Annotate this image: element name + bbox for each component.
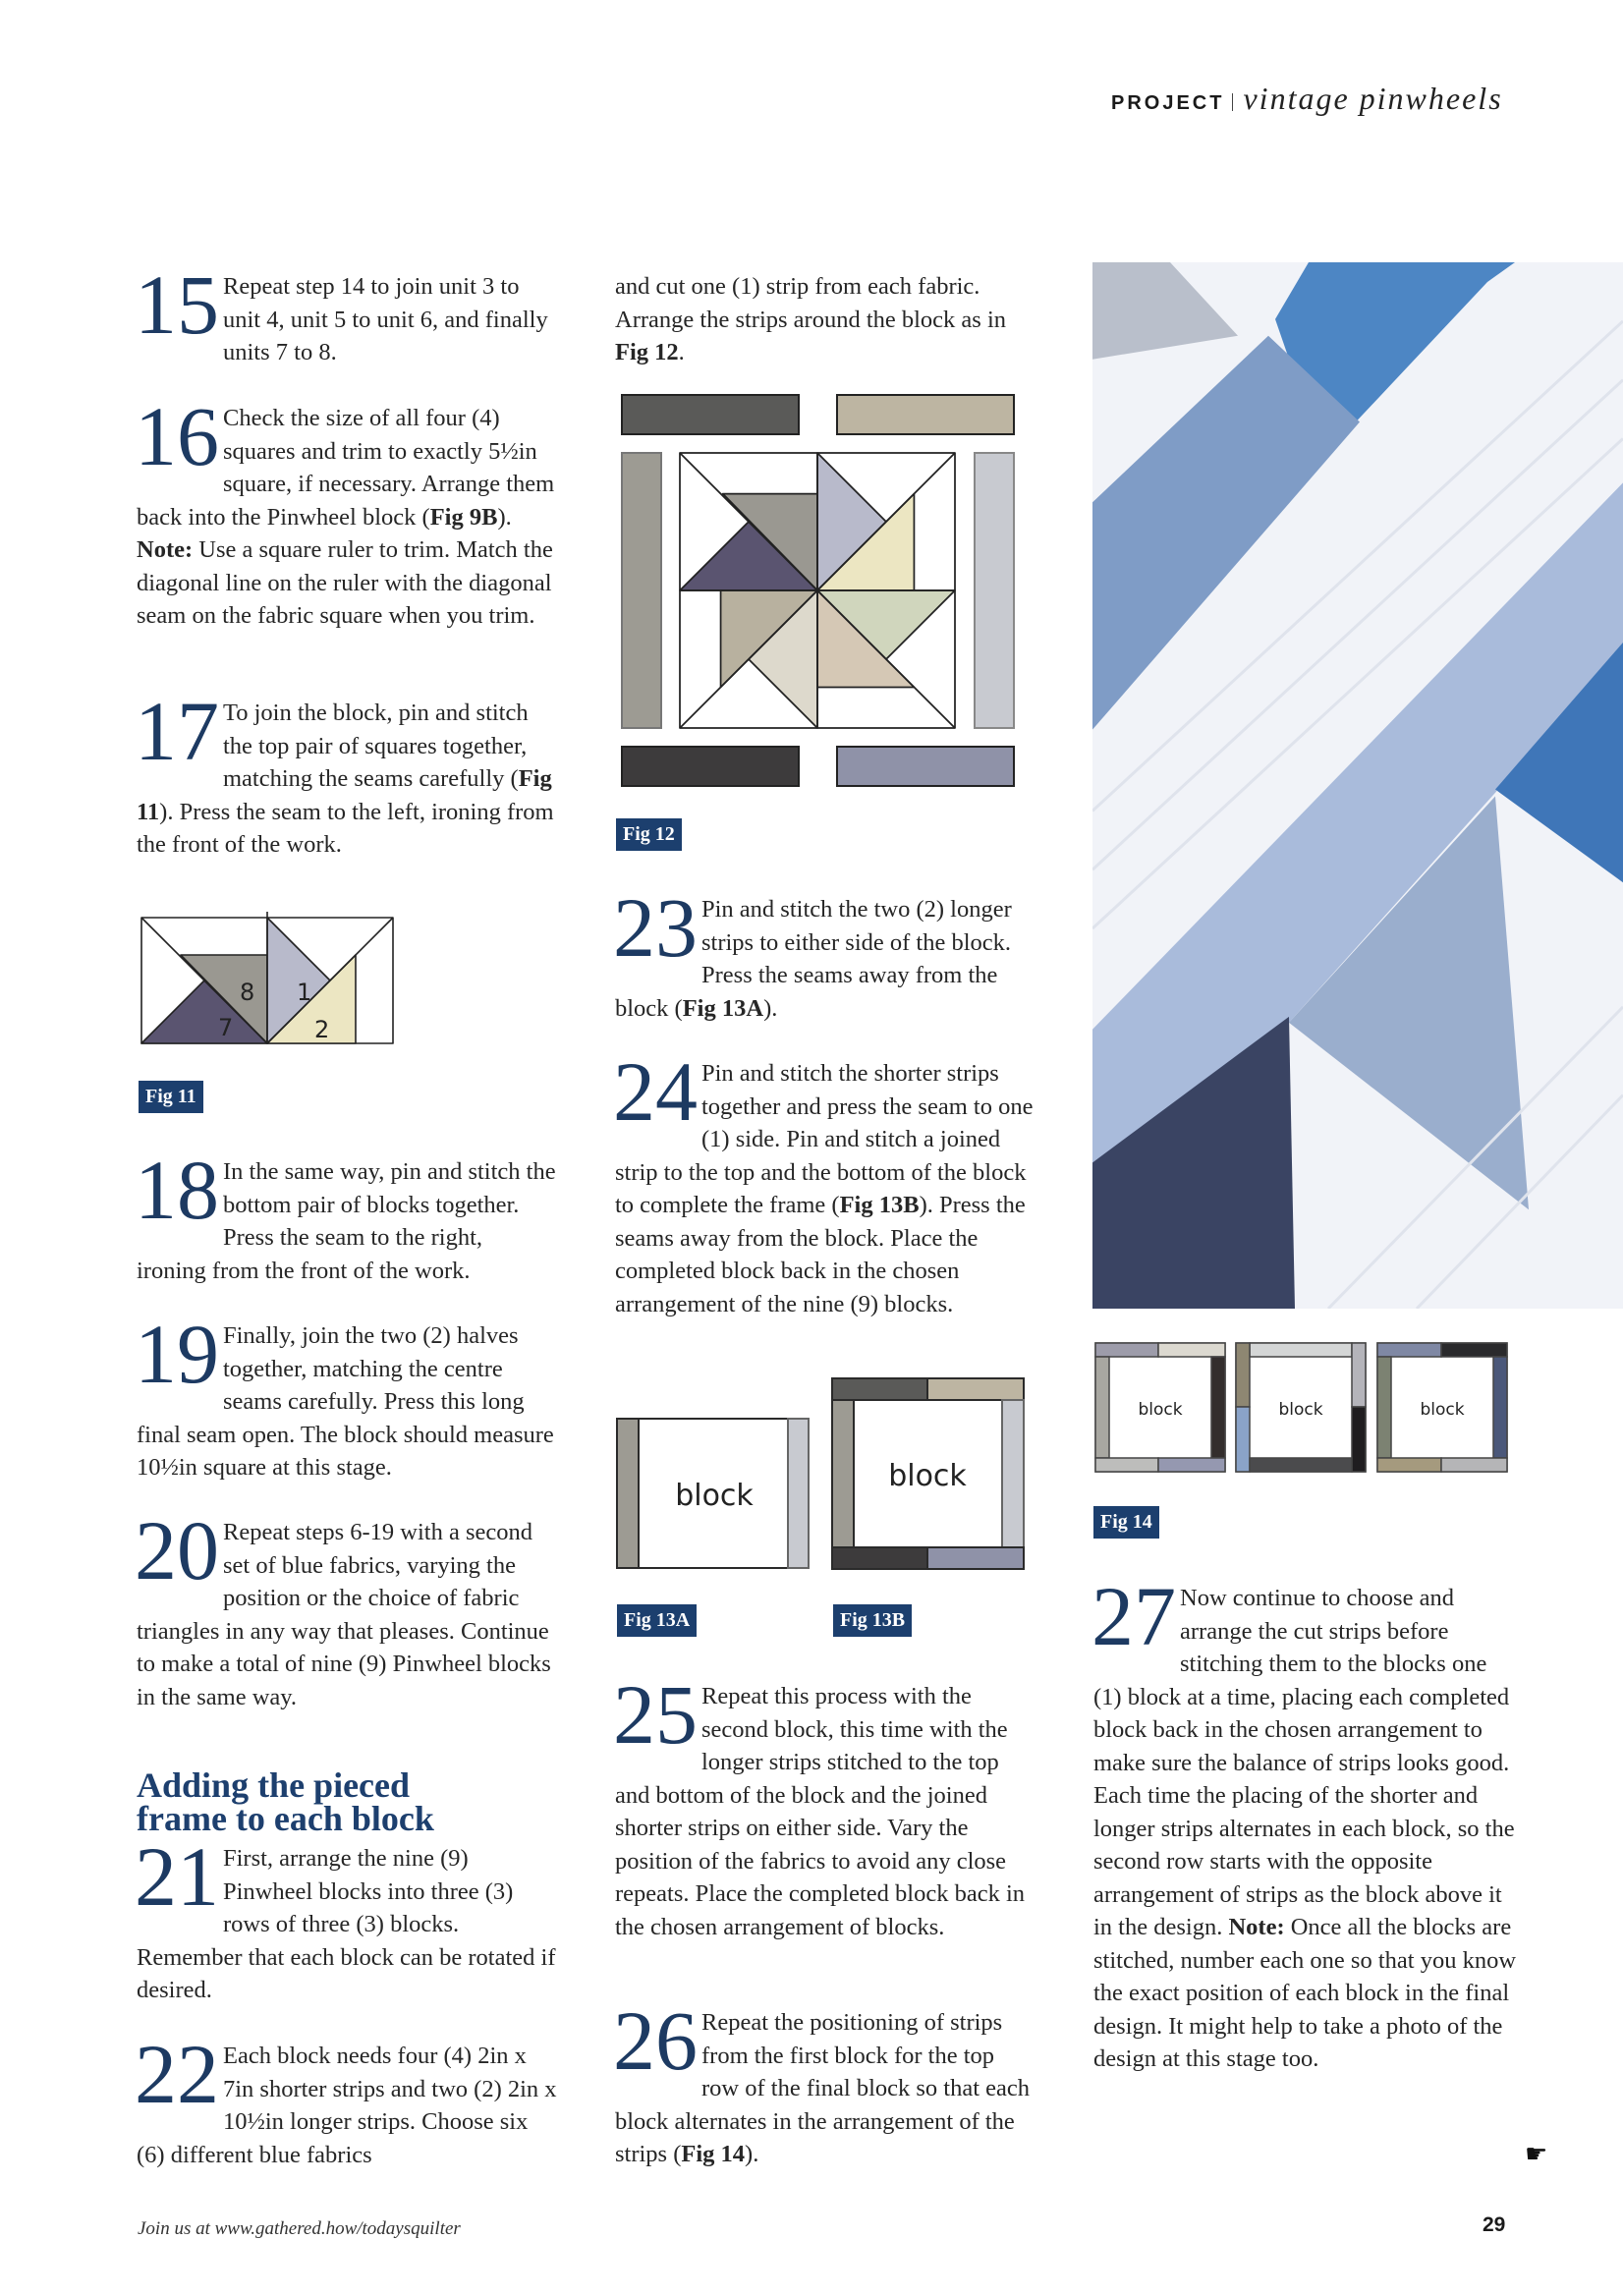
fig-14-diagram bbox=[1091, 1338, 1513, 1478]
step-17 bbox=[135, 684, 557, 862]
fig-reference: Fig 12 bbox=[615, 339, 679, 365]
footer-website: Join us at www.gathered.how/todaysquilter bbox=[138, 2218, 461, 2239]
step-number: 19 bbox=[135, 1307, 219, 1401]
step-text: Repeat step 14 to join unit 3 to unit 4, unit 5 to unit 6, and finally units 7 to 8. bbox=[223, 273, 548, 365]
step-22 bbox=[135, 2027, 557, 2171]
note-label: Note: bbox=[1228, 1914, 1285, 1940]
step-text: Repeat this process with the second block, this time with the longer strips stitched to the top and bottom of the block and the joined shorter strips on either side. Vary the position of the fabrics to avoid any close repeats. Place the completed block back in the chosen arrangement of blocks. bbox=[615, 1683, 1026, 1940]
step-text: ). bbox=[763, 994, 778, 1022]
unit-label: 8 bbox=[240, 979, 255, 1006]
step-text: To join the block, pin and stitch the top pair of squares together, matching the seams carefully ( bbox=[223, 700, 529, 792]
fig-11-label: Fig 11 bbox=[139, 1081, 203, 1113]
step-20 bbox=[135, 1503, 557, 1713]
fig-reference: Fig 13A bbox=[682, 994, 764, 1022]
strip-bottom-left bbox=[622, 747, 799, 786]
step-text: Repeat the positioning of strips from the first block for the top row of the final block so that each block alternates in the arrangement of the strips ( bbox=[615, 2009, 1031, 2167]
step-text: ). bbox=[497, 503, 512, 531]
step-text: Repeat steps 6-19 with a second set of blue fabrics, varying the position or the choice of fabric triangles in any way that pleases. Continue to make a total of nine (9) Pinwheel blocks in the same way. bbox=[137, 1519, 551, 1710]
step-text: Once all the blocks are stitched, number each one so that you know the exact position of each block in the final design. It might help to take a photo of the design at this stage too. bbox=[1093, 1914, 1517, 2072]
step-number: 26 bbox=[613, 1993, 698, 2088]
step-text: Finally, join the two (2) halves together, matching the centre seams carefully. Press this long final seam open. The block should measure 10½in square at this stage. bbox=[137, 1322, 554, 1481]
strip-top-left bbox=[622, 395, 799, 434]
step-text: First, arrange the nine (9) Pinwheel blocks into three (3) rows of three (3) blocks. Remember that each block can be rotated if desired. bbox=[137, 1845, 556, 2003]
step-18 bbox=[135, 1143, 557, 1287]
step-24 bbox=[613, 1044, 1035, 1320]
step-text: ). bbox=[745, 2141, 759, 2167]
fig14-block-3 bbox=[1377, 1343, 1507, 1472]
fig14-block-2 bbox=[1236, 1343, 1366, 1472]
block-label: block bbox=[675, 1479, 754, 1513]
pointing-hand-icon: ☛ bbox=[1525, 2140, 1548, 2169]
step-number: 17 bbox=[135, 684, 219, 778]
section-label: PROJECT bbox=[1111, 92, 1225, 114]
running-header bbox=[1111, 81, 1503, 117]
page-number: 29 bbox=[1483, 2213, 1506, 2236]
step-text: Now continue to choose and arrange the cut strips before stitching them to the blocks one (1) block at a time, placing each completed block back in the chosen arrangement to make sure the balance of strips looks good. Each time the placing of the shorter and longer strips alternates in each block, so the second row starts with the opposite arrangement of strips as the block above it in the design. bbox=[1093, 1585, 1515, 1940]
step-text: Pin and stitch the shorter strips together and press the seam to one (1) side. Pin and stitch a joined strip to the top and the bottom of the block to complete the frame ( bbox=[615, 1060, 1034, 1218]
step-text: and cut one (1) strip from each fabric. Arrange the strips around the block as in bbox=[615, 273, 1007, 333]
step-text: ). Press the seam to the left, ironing from the front of the work. bbox=[137, 798, 554, 858]
strip-bottom-right bbox=[837, 747, 1014, 786]
step-text: Pin and stitch the two (2) longer strips to either side of the block. Press the seams away from the block ( bbox=[615, 896, 1012, 1022]
divider bbox=[1232, 93, 1233, 111]
fig-reference: Fig 14 bbox=[681, 2141, 746, 2167]
fig-13b-diagram bbox=[832, 1378, 1024, 1569]
pinwheel-block bbox=[680, 453, 955, 728]
step-text: Use a square ruler to trim. Match the diagonal line on the ruler with the diagonal seam on the fabric square when you trim. bbox=[137, 536, 553, 629]
unit-label: 2 bbox=[314, 1016, 330, 1043]
block-label: block bbox=[888, 1459, 967, 1493]
fig-13a-label: Fig 13A bbox=[617, 1604, 697, 1637]
step-21 bbox=[135, 1829, 557, 2007]
fig-12-label: Fig 12 bbox=[616, 818, 682, 851]
quilt-photo bbox=[1092, 262, 1623, 1309]
fig-13b-label: Fig 13B bbox=[833, 1604, 912, 1637]
block-label: block bbox=[1138, 1400, 1183, 1420]
strip-top-right bbox=[837, 395, 1014, 434]
step-number: 20 bbox=[135, 1503, 219, 1597]
block-label: block bbox=[1420, 1400, 1465, 1420]
step-25 bbox=[613, 1667, 1035, 1943]
step-27 bbox=[1091, 1569, 1518, 2076]
heading-line: frame to each block bbox=[137, 1799, 434, 1838]
step-text: ). Press the seams away from the block. Place the completed block back in the chosen arrangement of the nine (9) blocks. bbox=[615, 1192, 1026, 1317]
step-text: Each block needs four (4) 2in x 7in shorter strips and two (2) 2in x 10½in longer strips. Choose six (6) different blue fabrics bbox=[137, 2043, 557, 2168]
unit-label: 7 bbox=[218, 1014, 234, 1041]
section-heading bbox=[137, 1765, 569, 1838]
step-number: 24 bbox=[613, 1044, 698, 1139]
step-23 bbox=[613, 880, 1035, 1025]
step-number: 16 bbox=[135, 389, 219, 483]
fig-14-label: Fig 14 bbox=[1093, 1506, 1159, 1539]
step-number: 22 bbox=[135, 2027, 219, 2121]
step-text: In the same way, pin and stitch the bottom pair of blocks together. Press the seam to the right, ironing from the front of the work. bbox=[137, 1158, 556, 1284]
fig-13a-diagram bbox=[617, 1419, 809, 1568]
step-16 bbox=[135, 389, 557, 633]
project-title: vintage pinwheels bbox=[1243, 81, 1503, 116]
step-number: 27 bbox=[1091, 1569, 1176, 1663]
step-26 bbox=[613, 1993, 1035, 2171]
step-number: 15 bbox=[135, 257, 219, 352]
step-number: 18 bbox=[135, 1143, 219, 1237]
step-text: Check the size of all four (4) squares and trim to exactly 5½in square, if necessary. Arrange them back into the Pinwheel block ( bbox=[137, 405, 555, 531]
fig-11-diagram bbox=[140, 912, 397, 1049]
fig-reference: Fig 11 bbox=[137, 765, 552, 825]
fig14-block-1 bbox=[1095, 1343, 1225, 1472]
heading-line: Adding the pieced bbox=[137, 1765, 411, 1805]
step-number: 25 bbox=[613, 1667, 698, 1762]
step-number: 23 bbox=[613, 880, 698, 975]
note-label: Note: bbox=[137, 536, 194, 563]
unit-label: 1 bbox=[297, 979, 312, 1006]
step-number: 21 bbox=[135, 1829, 219, 1924]
strip-left bbox=[622, 453, 661, 728]
block-label: block bbox=[1278, 1400, 1323, 1420]
fig-reference: Fig 13B bbox=[839, 1192, 920, 1218]
fig-13-diagrams bbox=[609, 1366, 1041, 1582]
fig-12-diagram bbox=[619, 391, 1018, 790]
step-22-continued bbox=[615, 270, 1035, 369]
step-19 bbox=[135, 1307, 557, 1484]
step-text: . bbox=[678, 339, 685, 365]
fig-reference: Fig 9B bbox=[429, 503, 498, 531]
step-15 bbox=[135, 257, 557, 369]
strip-right bbox=[975, 453, 1014, 728]
